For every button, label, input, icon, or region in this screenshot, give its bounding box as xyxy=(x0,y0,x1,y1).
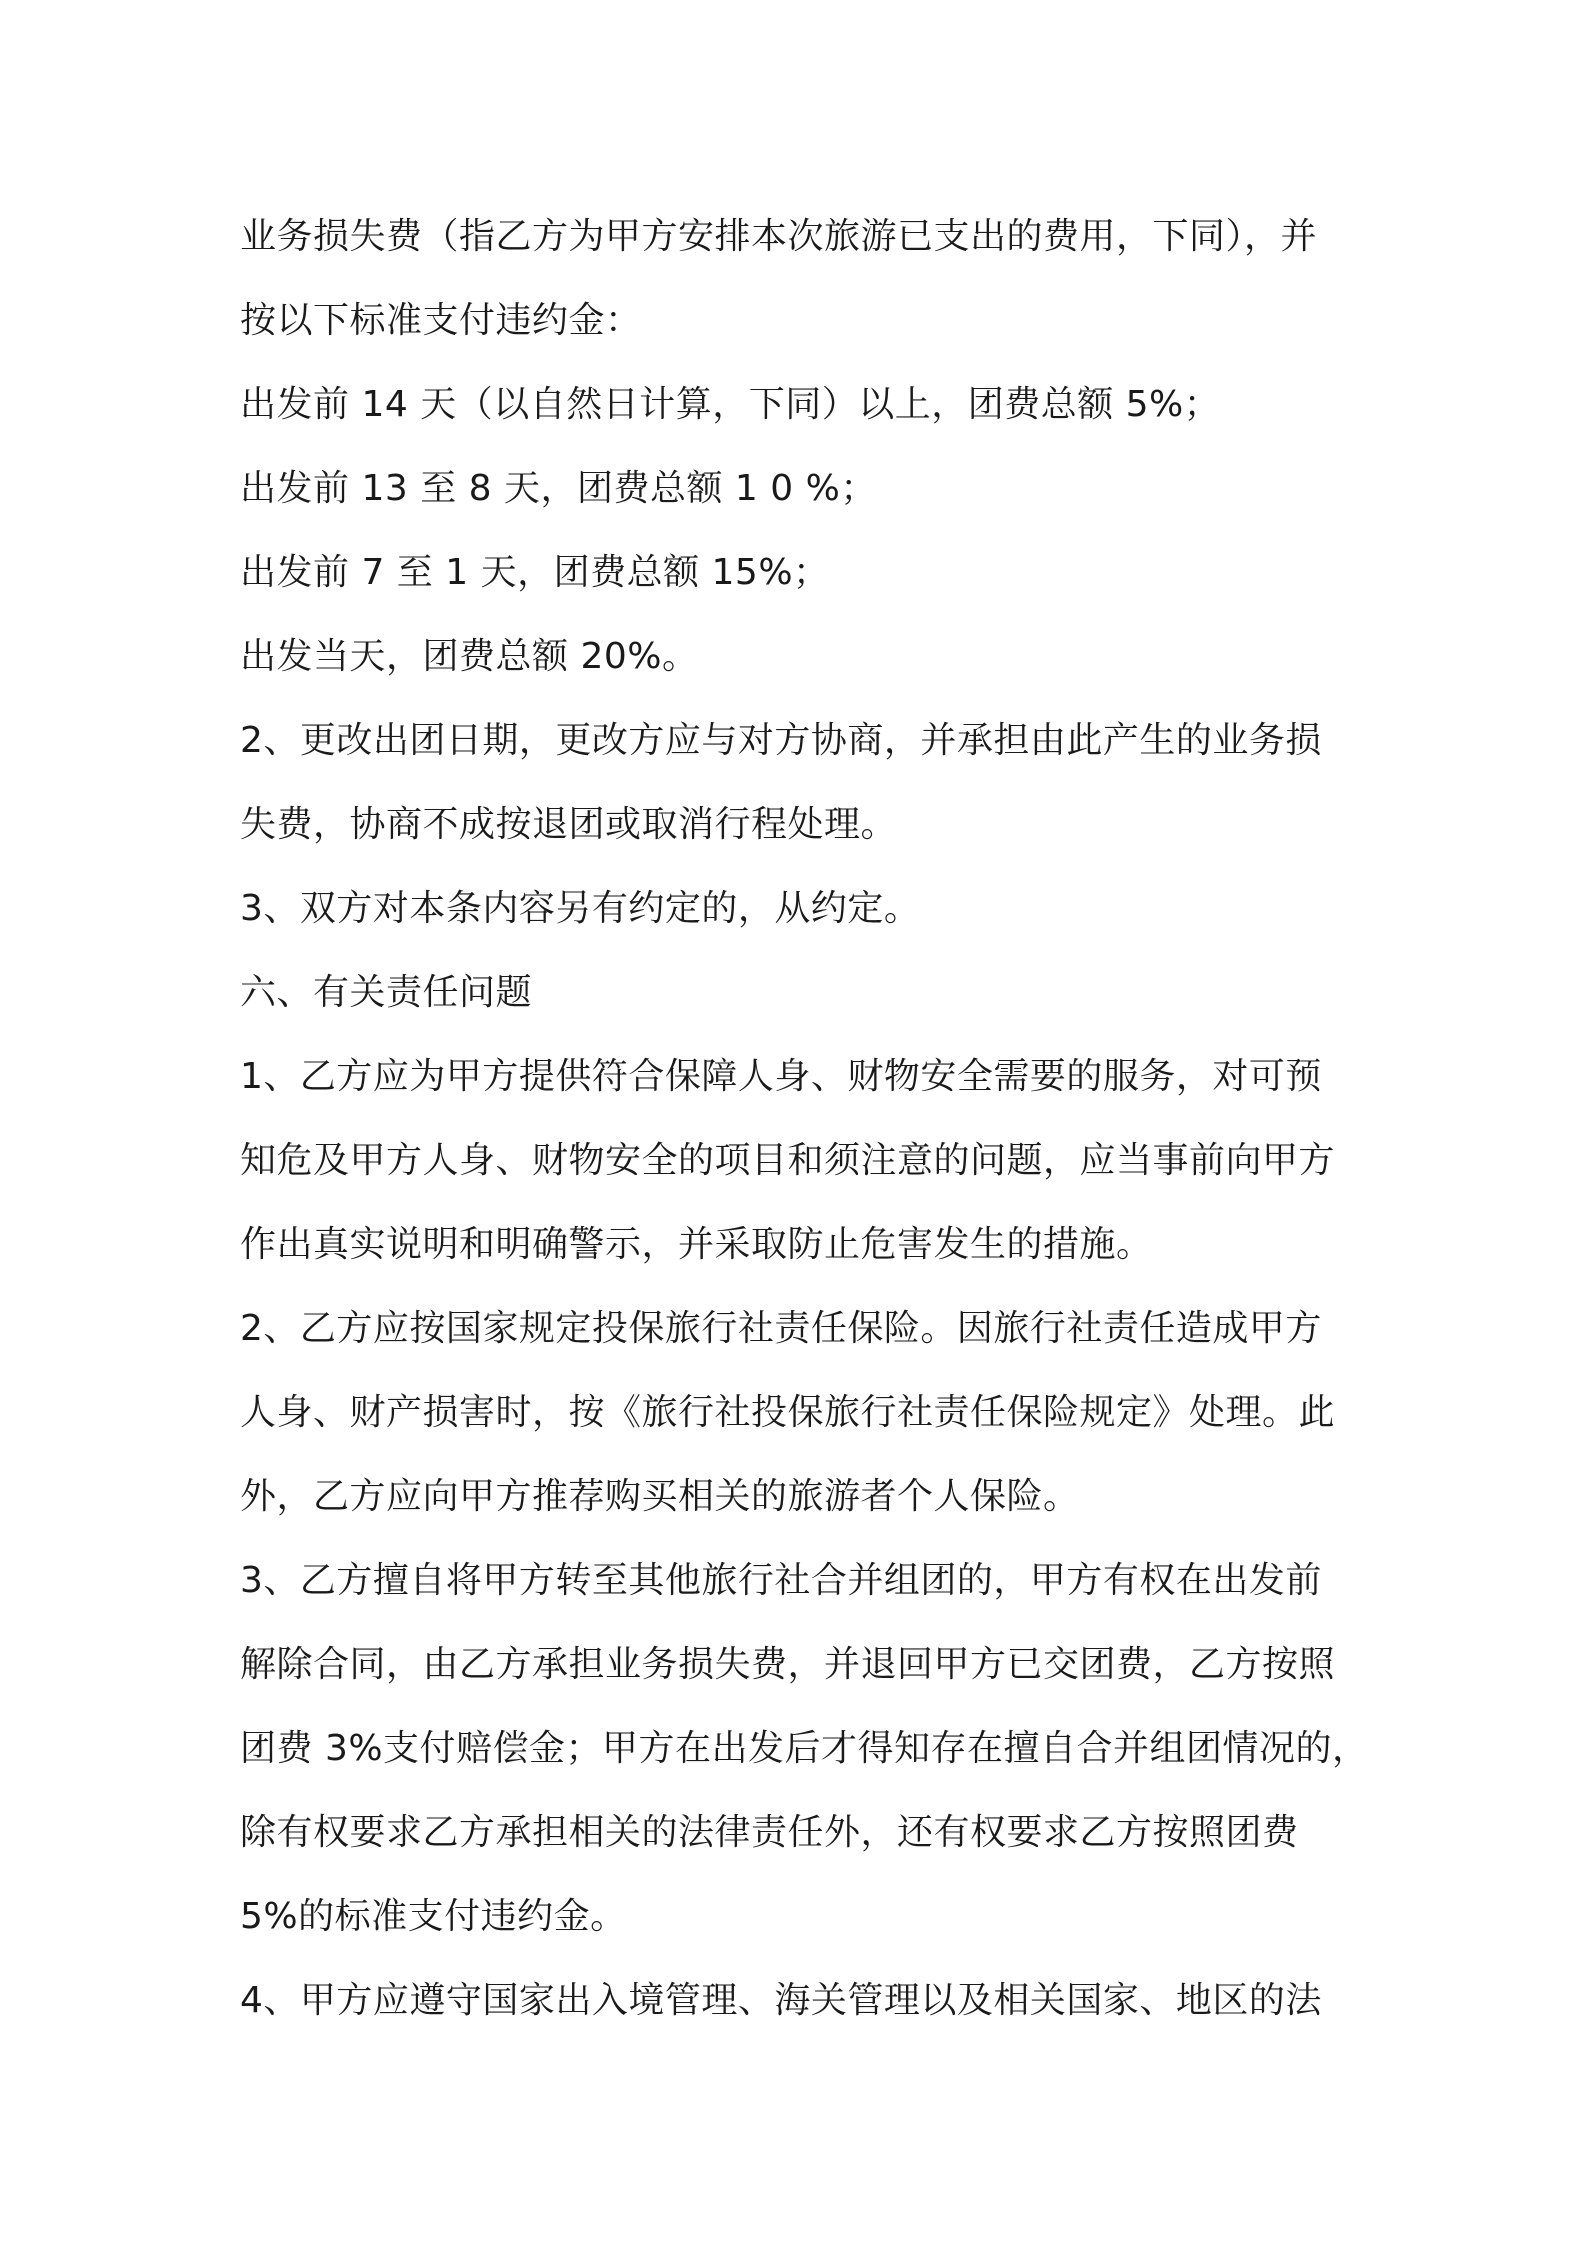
text-line: 3、双方对本条内容另有约定的，从约定。 xyxy=(240,888,921,929)
text-line: 人身、财产损害时，按《旅行社投保旅行社责任保险规定》处理。此 xyxy=(240,1392,1336,1433)
text-line: 2、乙方应按国家规定投保旅行社责任保险。因旅行社责任造成甲方 xyxy=(240,1308,1322,1349)
text-line: 知危及甲方人身、财物安全的项目和须注意的问题，应当事前向甲方 xyxy=(240,1140,1336,1181)
text-line: 3、乙方擅自将甲方转至其他旅行社合并组团的，甲方有权在出发前 xyxy=(240,1560,1322,1601)
text-line: 按以下标准支付违约金： xyxy=(240,300,642,341)
text-line: 业务损失费（指乙方为甲方安排本次旅游已支出的费用，下同），并 xyxy=(240,216,1318,257)
text-line: 5%的标准支付违约金。 xyxy=(240,1896,627,1937)
text-line: 2、更改出团日期，更改方应与对方协商，并承担由此产生的业务损 xyxy=(240,720,1322,761)
section-heading: 六、有关责任问题 xyxy=(240,972,533,1013)
text-line: 失费，协商不成按退团或取消行程处理。 xyxy=(240,804,898,845)
text-line: 除有权要求乙方承担相关的法律责任外，还有权要求乙方按照团费 xyxy=(240,1812,1299,1853)
text-line: 作出真实说明和明确警示，并采取防止危害发生的措施。 xyxy=(240,1224,1153,1265)
text-line: 出发前 7 至 1 天，团费总额 15%； xyxy=(240,552,830,593)
text-line: 1、乙方应为甲方提供符合保障人身、财物安全需要的服务，对可预 xyxy=(240,1056,1322,1097)
text-line: 出发当天，团费总额 20%。 xyxy=(240,636,699,677)
text-line: 4、甲方应遵守国家出入境管理、海关管理以及相关国家、地区的法 xyxy=(240,1980,1322,2021)
text-line: 团费 3%支付赔偿金；甲方在出发后才得知存在擅自合并组团情况的， xyxy=(240,1728,1369,1769)
text-line: 解除合同，由乙方承担业务损失费，并退回甲方已交团费，乙方按照 xyxy=(240,1644,1336,1685)
text-line: 出发前 14 天（以自然日计算，下同）以上，团费总额 5%； xyxy=(240,384,1221,425)
text-line: 外，乙方应向甲方推荐购买相关的旅游者个人保险。 xyxy=(240,1476,1080,1517)
document-body xyxy=(240,195,1369,2043)
text-line: 出发前 13 至 8 天，团费总额 1 0 %； xyxy=(240,468,877,509)
